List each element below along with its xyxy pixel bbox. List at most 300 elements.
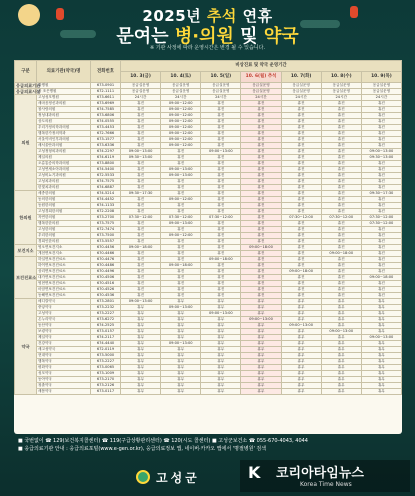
- hours-cell: 휴진: [121, 293, 161, 299]
- title-area: [0, 0, 415, 58]
- hours-cell: 휴진: [281, 197, 321, 203]
- hours-cell: 휴진: [361, 107, 401, 113]
- hours-cell: 휴진: [201, 197, 241, 203]
- hours-cell: 휴진: [201, 101, 241, 107]
- hours-cell: 휴진: [321, 173, 361, 179]
- hours-cell: 휴무: [241, 341, 281, 347]
- hours-cell: 휴진: [241, 119, 281, 125]
- hours-cell: 09:30~13:00: [121, 155, 161, 161]
- hours-cell: 휴무: [121, 317, 161, 323]
- hours-cell: 응급실운영: [281, 83, 321, 89]
- hours-cell: 휴진: [121, 101, 161, 107]
- facility-name: 행복한가정의학과: [37, 131, 91, 137]
- hours-cell: 휴진: [161, 149, 201, 155]
- facility-phone: 672-1111: [91, 89, 121, 95]
- hours-cell: 09:00~13:00: [161, 173, 201, 179]
- hours-cell: 휴무: [321, 383, 361, 389]
- footer-line-1: ■ 국번없이 ☎ 129(보건복지콜센터) ☎ 119(구급상황관리센터) ☎ 120(시도 콜센터) ■ 고성군보건소 ☎ 055-670-4043, 4044: [18, 438, 308, 444]
- hours-cell: 휴무: [121, 341, 161, 347]
- facility-name: 하이면보건진료소: [37, 263, 91, 269]
- hours-cell: 휴무: [241, 329, 281, 335]
- hours-cell: 휴무: [161, 311, 201, 317]
- facility-name: 청춘약국: [37, 383, 91, 389]
- hours-cell: 휴진: [241, 137, 281, 143]
- facility-name: 한빛치과의원: [37, 185, 91, 191]
- hours-cell: 09:00~13:00: [161, 341, 201, 347]
- hours-cell: 휴무: [321, 323, 361, 329]
- facility-phone: 670-4486: [91, 263, 121, 269]
- facility-name: 제일의원: [37, 155, 91, 161]
- hours-cell: 휴진: [121, 113, 161, 119]
- hours-cell: 휴무: [241, 365, 281, 371]
- hours-cell: 휴진: [201, 233, 241, 239]
- hours-cell: 휴진: [121, 287, 161, 293]
- hours-cell: 24시간: [241, 95, 281, 101]
- facility-phone: 673-2126: [91, 383, 121, 389]
- hours-cell: 휴진: [201, 179, 241, 185]
- hours-cell: 휴진: [281, 203, 321, 209]
- hours-cell: 휴진: [201, 173, 241, 179]
- watermark-mark: K: [248, 463, 261, 482]
- hours-cell: 휴무: [281, 305, 321, 311]
- hours-cell: 휴진: [281, 221, 321, 227]
- hours-cell: 휴진: [281, 179, 321, 185]
- hours-cell: 휴진: [161, 227, 201, 233]
- hours-cell: 휴무: [361, 305, 401, 311]
- title-mid: 및: [240, 26, 258, 47]
- hours-cell: 휴무: [281, 335, 321, 341]
- hours-cell: 휴진: [121, 119, 161, 125]
- hours-cell: 휴무: [121, 365, 161, 371]
- hours-cell: 휴무: [241, 335, 281, 341]
- hours-cell: 휴진: [321, 263, 361, 269]
- title-highlight-2: 약국: [263, 26, 299, 47]
- hours-cell: 휴무: [361, 341, 401, 347]
- hours-cell: 휴진: [281, 113, 321, 119]
- day-header: 10. 6(월) 추석: [241, 72, 281, 83]
- hours-cell: 휴진: [241, 203, 281, 209]
- hours-cell: 09:00~18:00: [281, 269, 321, 275]
- hours-cell: 휴진: [321, 137, 361, 143]
- hours-cell: 휴진: [161, 251, 201, 257]
- hours-cell: 07:30~12:00: [161, 215, 201, 221]
- hours-cell: 휴무: [281, 353, 321, 359]
- hours-cell: 휴무: [241, 377, 281, 383]
- group-label: 의원: [15, 95, 37, 191]
- hours-cell: 휴진: [241, 257, 281, 263]
- hours-cell: 휴진: [361, 119, 401, 125]
- hours-cell: 응급실운영: [161, 83, 201, 89]
- footer-line-2: ■ 응급의료기관 안내 : 응급의료포털(www.e-gen.or.kr), 응급의료정보 앱, 네이버·카카오 맵에서 '명절병원' 검색: [18, 446, 267, 452]
- hours-cell: 휴진: [281, 239, 321, 245]
- hours-cell: 휴무: [321, 353, 361, 359]
- hours-cell: 휴무: [281, 347, 321, 353]
- hours-cell: 09:00~12:00: [161, 131, 201, 137]
- hours-cell: 휴무: [281, 329, 321, 335]
- hours-cell: 휴무: [321, 377, 361, 383]
- facility-phone: 670-4506: [91, 275, 121, 281]
- hours-cell: 휴진: [161, 185, 201, 191]
- facility-phone: 674-5214: [91, 191, 121, 197]
- hours-cell: 휴무: [161, 299, 201, 305]
- hours-cell: 휴진: [361, 245, 401, 251]
- hours-cell: 휴진: [321, 269, 361, 275]
- hours-cell: 휴진: [161, 293, 201, 299]
- hours-cell: 09:00~12:00: [161, 107, 201, 113]
- hours-cell: 휴진: [201, 269, 241, 275]
- hours-cell: 09:00~18:00: [321, 251, 361, 257]
- hours-cell: 07:30~12:00: [281, 215, 321, 221]
- hours-cell: 휴진: [121, 173, 161, 179]
- hours-cell: 09:30~17:30: [121, 191, 161, 197]
- facility-phone: 670-4456: [91, 245, 121, 251]
- hours-cell: 휴진: [121, 107, 161, 113]
- group-label: 응급의료기관: [16, 83, 41, 88]
- facility-phone: 673-7575: [91, 221, 121, 227]
- hours-cell: 휴진: [281, 149, 321, 155]
- facility-name: 동아약국: [37, 377, 91, 383]
- hours-cell: 휴진: [121, 257, 161, 263]
- hours-cell: 09:00~13:00: [121, 299, 161, 305]
- schedule-table-container: [14, 60, 402, 434]
- hours-cell: 휴진: [321, 287, 361, 293]
- facility-name: 고성연세소아과의원: [37, 167, 91, 173]
- facility-name: 영오면보건지소: [37, 245, 91, 251]
- facility-name: 참사랑의원: [37, 107, 91, 113]
- hours-cell: 휴진: [121, 185, 161, 191]
- hours-cell: 휴진: [161, 281, 201, 287]
- facility-name: 성모약국: [37, 371, 91, 377]
- hours-cell: 휴진: [321, 143, 361, 149]
- hours-cell: 07:30~12:00: [121, 215, 161, 221]
- hours-cell: 휴무: [361, 347, 401, 353]
- hours-cell: 휴무: [361, 353, 401, 359]
- period-header: 비상진료 및 약국 운영기간: [121, 61, 402, 72]
- hours-cell: 응급실운영: [361, 83, 401, 89]
- facility-name: 동의한의원: [37, 197, 91, 203]
- hours-cell: 휴무: [161, 329, 201, 335]
- facility-phone: 673-6969: [91, 101, 121, 107]
- hours-cell: 09:00~12:00: [161, 233, 201, 239]
- facility-phone: 670-4466: [91, 251, 121, 257]
- hours-cell: 휴진: [121, 203, 161, 209]
- hours-cell: 24시간: [361, 95, 401, 101]
- hours-cell: 휴진: [321, 233, 361, 239]
- hours-cell: 휴진: [241, 179, 281, 185]
- hours-cell: 휴진: [201, 185, 241, 191]
- footer-info: [14, 437, 402, 461]
- hours-cell: 09:00~13:00: [121, 149, 161, 155]
- hours-cell: 응급실운영: [241, 89, 281, 95]
- facility-phone: 673-2700: [91, 215, 121, 221]
- hours-cell: 09:00~13:00: [241, 317, 281, 323]
- hours-cell: 휴진: [161, 155, 201, 161]
- hours-cell: 휴진: [241, 191, 281, 197]
- title-highlight: 병·의원: [174, 26, 234, 47]
- hours-cell: 휴진: [201, 155, 241, 161]
- facility-phone: 672-0119: [91, 347, 121, 353]
- hours-cell: 휴진: [241, 281, 281, 287]
- hours-cell: 휴무: [201, 377, 241, 383]
- hours-cell: 휴진: [121, 251, 161, 257]
- hours-cell: 응급실운영: [201, 83, 241, 89]
- hours-cell: 휴진: [361, 161, 401, 167]
- hours-cell: 09:00~13:00: [161, 305, 201, 311]
- hours-cell: 휴진: [241, 149, 281, 155]
- group-label: 한의원: [15, 191, 37, 245]
- hours-cell: 휴무: [321, 341, 361, 347]
- facility-phone: 674-4440: [91, 341, 121, 347]
- day-header: 10. 4(토): [161, 72, 201, 83]
- hours-cell: 휴진: [361, 251, 401, 257]
- hours-cell: 휴진: [321, 221, 361, 227]
- hours-cell: 휴진: [121, 263, 161, 269]
- hours-cell: 휴진: [361, 227, 401, 233]
- hours-cell: 휴진: [241, 209, 281, 215]
- day-header: 10. 9(목): [361, 72, 401, 83]
- county-logo-icon: [136, 470, 150, 484]
- hours-cell: 09:00~12:00: [161, 101, 201, 107]
- hours-cell: 휴진: [121, 161, 161, 167]
- hours-cell: 휴무: [241, 347, 281, 353]
- hours-cell: 휴진: [241, 107, 281, 113]
- hours-cell: 휴진: [161, 209, 201, 215]
- facility-phone: 674-7585: [91, 107, 121, 113]
- hours-cell: 09:00~13:00: [201, 149, 241, 155]
- hours-cell: 휴무: [321, 347, 361, 353]
- hours-cell: 24시간: [121, 95, 161, 101]
- hours-cell: 휴진: [281, 185, 321, 191]
- hours-cell: 휴무: [321, 335, 361, 341]
- facility-phone: 670-4526: [91, 287, 121, 293]
- hours-cell: 휴무: [161, 353, 201, 359]
- hours-cell: 09:00~12:00: [161, 143, 201, 149]
- group-label: 보건진료소: [15, 257, 37, 299]
- hours-cell: 휴진: [121, 137, 161, 143]
- hours-cell: 휴무: [201, 323, 241, 329]
- hours-cell: 09:00~13:00: [281, 323, 321, 329]
- hours-cell: 휴무: [121, 323, 161, 329]
- hours-cell: 휴무: [241, 359, 281, 365]
- hours-cell: 휴진: [361, 125, 401, 131]
- hours-cell: 07:30~12:00: [321, 215, 361, 221]
- facility-phone: 674-6119: [91, 155, 121, 161]
- hours-cell: 휴진: [241, 263, 281, 269]
- facility-name: 정성내과의원: [37, 113, 91, 119]
- hours-cell: 휴무: [201, 359, 241, 365]
- facility-name: 행복약국: [37, 359, 91, 365]
- facility-phone: 673-0901: [91, 83, 121, 89]
- hours-cell: 휴무: [321, 371, 361, 377]
- col-name-header: 의료기관(약국)명: [37, 61, 91, 83]
- hours-cell: 휴진: [281, 137, 321, 143]
- hours-cell: 휴진: [361, 203, 401, 209]
- hours-cell: 휴진: [361, 113, 401, 119]
- hours-cell: 휴무: [361, 329, 401, 335]
- hours-cell: 휴무: [361, 317, 401, 323]
- hours-cell: 휴진: [281, 209, 321, 215]
- facility-phone: 673-5000: [91, 353, 121, 359]
- hours-cell: 휴진: [201, 227, 241, 233]
- hours-cell: 휴진: [281, 101, 321, 107]
- hours-cell: 휴무: [201, 317, 241, 323]
- hours-cell: 휴진: [321, 239, 361, 245]
- hours-cell: 휴진: [201, 209, 241, 215]
- hours-cell: 휴무: [121, 389, 161, 395]
- hours-cell: 휴진: [161, 287, 201, 293]
- hours-cell: 휴무: [281, 371, 321, 377]
- hours-cell: 휴진: [281, 191, 321, 197]
- facility-phone: 673-6336: [91, 143, 121, 149]
- facility-name: 고성성모병원: [37, 95, 91, 101]
- facility-phone: 672-7666: [91, 131, 121, 137]
- hours-cell: 휴진: [281, 245, 321, 251]
- hours-cell: 응급실운영: [121, 89, 161, 95]
- day-header: 10. 3(금): [121, 72, 161, 83]
- hours-cell: 휴진: [201, 281, 241, 287]
- hours-cell: 휴무: [241, 305, 281, 311]
- hours-cell: 휴진: [201, 245, 241, 251]
- hours-cell: 휴무: [121, 347, 161, 353]
- hours-cell: 응급실운영: [321, 83, 361, 89]
- hours-cell: 휴진: [361, 233, 401, 239]
- hours-cell: 휴무: [281, 359, 321, 365]
- hours-cell: 휴진: [321, 293, 361, 299]
- day-header: 10. 8(수): [321, 72, 361, 83]
- hours-cell: 휴진: [161, 179, 201, 185]
- facility-phone: 673-2801: [91, 299, 121, 305]
- hours-cell: 휴진: [281, 173, 321, 179]
- hours-cell: 24시간: [321, 95, 361, 101]
- hours-cell: 휴진: [321, 125, 361, 131]
- hours-cell: 휴진: [321, 149, 361, 155]
- hours-cell: 휴진: [281, 167, 321, 173]
- facility-phone: 673-6806: [91, 113, 121, 119]
- facility-phone: 673-6611: [91, 95, 121, 101]
- hours-cell: 휴진: [201, 239, 241, 245]
- col-phone-header: 전화번호: [91, 61, 121, 83]
- hours-cell: 07:30~12:00: [361, 215, 401, 221]
- hours-cell: 휴무: [201, 341, 241, 347]
- hours-cell: 24시간: [161, 95, 201, 101]
- hours-cell: 휴무: [281, 389, 321, 395]
- hours-cell: 휴무: [321, 299, 361, 305]
- hours-cell: 휴무: [321, 317, 361, 323]
- facility-name: 평화약국: [37, 365, 91, 371]
- facility-phone: 670-4516: [91, 281, 121, 287]
- hours-cell: 09:00~13:00: [161, 221, 201, 227]
- hours-cell: 휴진: [121, 143, 161, 149]
- title-pre: 문여는: [116, 26, 169, 47]
- hours-cell: 휴진: [121, 275, 161, 281]
- facility-name: 하일면보건진료소: [37, 257, 91, 263]
- hours-cell: 휴진: [241, 239, 281, 245]
- hours-cell: 24시간: [281, 95, 321, 101]
- facility-name: 서울이비인후과의원: [37, 137, 91, 143]
- hours-cell: 휴진: [361, 293, 401, 299]
- hours-cell: 휴무: [241, 383, 281, 389]
- notice-text: ※ 기관 사정에 따라 운영시간은 변경 될 수 있습니다.: [149, 45, 266, 51]
- hours-cell: 휴진: [321, 257, 361, 263]
- hours-cell: 휴진: [241, 287, 281, 293]
- hours-cell: 휴진: [121, 269, 161, 275]
- hours-cell: 휴무: [161, 359, 201, 365]
- facility-name: 메디칼약국: [37, 299, 91, 305]
- facility-phone: 670-4536: [91, 293, 121, 299]
- hours-cell: 휴진: [241, 161, 281, 167]
- hours-cell: 휴진: [281, 293, 321, 299]
- hours-cell: 응급실운영: [121, 83, 161, 89]
- hours-cell: 휴무: [361, 377, 401, 383]
- hours-cell: 휴무: [241, 389, 281, 395]
- hours-cell: 09:00~13:00: [201, 311, 241, 317]
- hours-cell: 휴무: [201, 365, 241, 371]
- hours-cell: 휴진: [321, 131, 361, 137]
- hours-cell: 휴진: [241, 275, 281, 281]
- hours-cell: 휴진: [241, 221, 281, 227]
- hours-cell: 휴진: [281, 125, 321, 131]
- facility-phone: 674-7575: [91, 179, 121, 185]
- hours-cell: 휴진: [161, 239, 201, 245]
- facility-phone: 673-2170: [91, 377, 121, 383]
- hours-cell: 휴진: [121, 167, 161, 173]
- hours-cell: 09:00~12:00: [161, 137, 201, 143]
- hours-cell: 휴무: [361, 311, 401, 317]
- hours-cell: 휴진: [201, 161, 241, 167]
- hours-cell: 휴진: [241, 215, 281, 221]
- hours-cell: 휴진: [361, 185, 401, 191]
- hours-cell: 휴진: [201, 203, 241, 209]
- facility-phone: 673-2232: [91, 305, 121, 311]
- facility-name: 강병원: [37, 83, 91, 89]
- hours-cell: 휴진: [321, 275, 361, 281]
- hours-cell: 09:00~12:00: [161, 113, 201, 119]
- facility-name: 제일약국: [37, 335, 91, 341]
- hours-cell: 휴무: [161, 389, 201, 395]
- hours-cell: 응급실운영: [361, 89, 401, 95]
- hours-cell: 휴진: [321, 107, 361, 113]
- hours-cell: 휴무: [281, 299, 321, 305]
- facility-phone: 674-2525: [91, 323, 121, 329]
- hours-cell: 휴무: [361, 371, 401, 377]
- facility-phone: 673-0065: [91, 365, 121, 371]
- hours-cell: 09:00~13:00: [321, 329, 361, 335]
- facility-name: 고성경희한의원: [37, 209, 91, 215]
- facility-phone: 674-4452: [91, 197, 121, 203]
- facility-phone: 674-1133: [91, 203, 121, 209]
- hours-cell: 휴무: [201, 347, 241, 353]
- facility-name: 새마음정신과의원: [37, 101, 91, 107]
- facility-phone: 672-5533: [91, 173, 121, 179]
- hours-cell: 09:00~18:00: [201, 257, 241, 263]
- hours-cell: 휴진: [361, 101, 401, 107]
- facility-name: 우리한의원: [37, 233, 91, 239]
- hours-cell: 휴진: [361, 173, 401, 179]
- facility-name: 행복한한의원: [37, 221, 91, 227]
- hours-cell: 휴무: [121, 359, 161, 365]
- hours-cell: 응급실운영: [201, 89, 241, 95]
- facility-phone: 672-2208: [91, 209, 121, 215]
- facility-name: 우리가정의학과의원: [37, 125, 91, 131]
- hours-cell: 휴무: [121, 305, 161, 311]
- hours-cell: 09:00~18:00: [121, 245, 161, 251]
- hours-cell: 휴진: [321, 209, 361, 215]
- hours-cell: 휴진: [121, 221, 161, 227]
- hours-cell: 휴진: [281, 257, 321, 263]
- facility-name: 동해면보건진료소: [37, 293, 91, 299]
- facility-name: 세종한의원: [37, 191, 91, 197]
- hours-cell: 휴진: [361, 167, 401, 173]
